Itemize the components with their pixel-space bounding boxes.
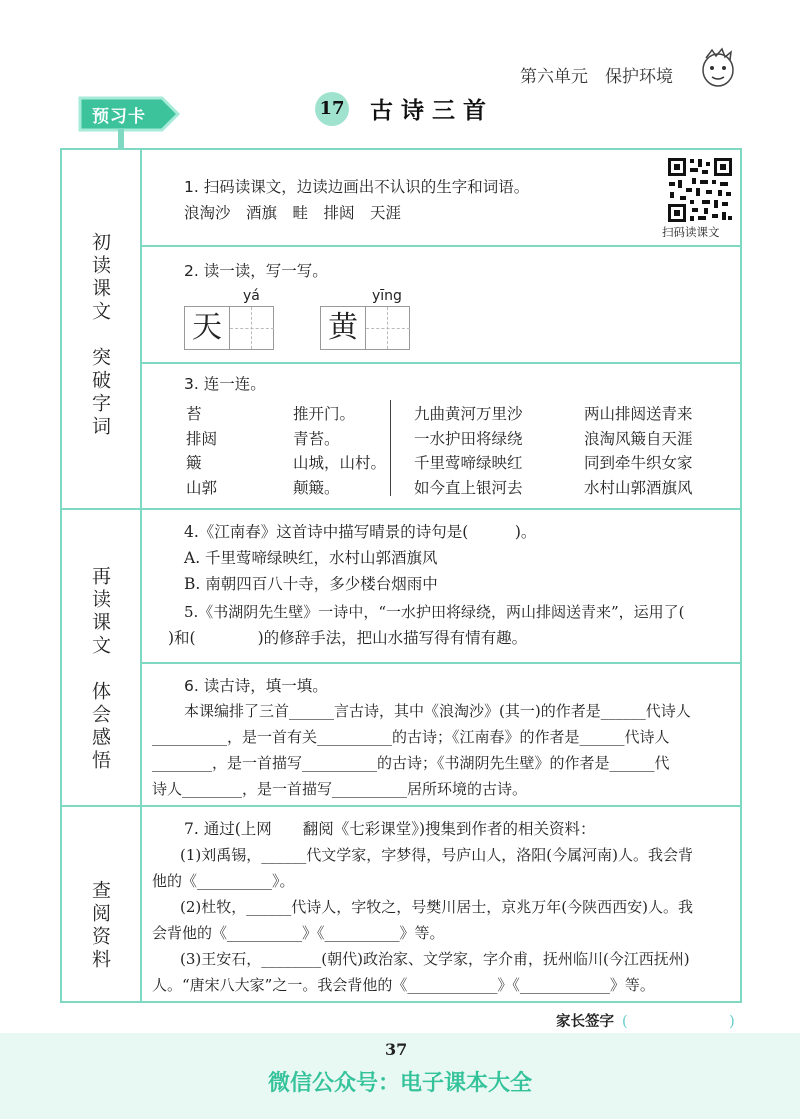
footer-watermark: 微信公众号：电子课本大全 — [267, 1071, 532, 1096]
q1-words: 浪淘沙 酒旗 畦 排闼 天涯 — [184, 204, 402, 222]
match-item[interactable]: 水村山郭酒旗风 — [584, 478, 693, 497]
lesson-number: 17 — [315, 92, 349, 126]
q5-line-2: )和( )的修辞手法，把山水描写得有情有趣。 — [168, 629, 528, 647]
section-label-1: 初读课文 突破字词 — [89, 232, 111, 439]
q7-line-4: 会背他的《__________》《__________》等。 — [152, 924, 445, 942]
q4-option-a[interactable]: A. 千里莺啼绿映红，水村山郭酒旗风 — [184, 549, 438, 567]
match-item[interactable]: 青苔。 — [293, 429, 340, 448]
match-col-lines-b — [584, 402, 693, 500]
mascot-icon — [698, 46, 738, 90]
parent-signature-field[interactable]: ( ) — [622, 1014, 735, 1030]
q5-line-1: 5.《书湖阴先生壁》一诗中，“一水护田将绿绕，两山排闼送青来”，运用了( — [184, 603, 685, 621]
q4-option-b[interactable]: B. 南朝四百八十寺，多少楼台烟雨中 — [184, 575, 438, 593]
match-item[interactable]: 排闼 — [186, 429, 218, 448]
writing-grid-1[interactable] — [184, 306, 274, 350]
match-item[interactable]: 九曲黄河万里沙 — [414, 405, 523, 423]
grid-char-1: 天 — [192, 310, 222, 345]
match-item[interactable]: 如今直上银河去 — [414, 478, 523, 497]
match-item[interactable]: 推开门。 — [293, 405, 356, 423]
q2-prompt: 2. 读一读，写一写。 — [184, 262, 328, 280]
match-col-lines-a — [414, 402, 523, 500]
q6-line-1: 本课编排了三首______言古诗，其中《浪淘沙》(其一)的作者是______代诗人 — [184, 702, 691, 720]
page-number: 37 — [385, 1040, 408, 1059]
row-divider — [141, 662, 742, 664]
q7-prompt: 7. 通过(上网 翻阅《七彩课堂》)搜集到作者的相关资料： — [184, 820, 596, 838]
match-item[interactable]: 山城，山村。 — [293, 454, 387, 472]
q7-line-6: 人。“唐宋八大家”之一。我会背他的《____________》《____________》等。 — [152, 976, 655, 994]
column-divider — [140, 148, 142, 1003]
pinyin-2: yīng — [372, 288, 402, 304]
q7-line-1: (1)刘禹锡，______代文学家，字梦得，号庐山人，洛阳(今属河南)人。我会背 — [180, 846, 693, 864]
section-divider — [60, 508, 742, 510]
writing-grid-2[interactable] — [320, 306, 410, 350]
unit-title: 第六单元 保护环境 — [520, 67, 673, 87]
match-item[interactable]: 浪淘风簸自天涯 — [584, 429, 693, 448]
section-label-2: 再读课文 体会感悟 — [89, 566, 111, 773]
q6-line-3: ________，是一首描写__________的古诗；《书湖阴先生壁》的作者是______代 — [152, 754, 670, 772]
q6-line-2: __________，是一首有关__________的古诗；《江南春》的作者是______代诗人 — [152, 728, 670, 746]
q3-prompt: 3. 连一连。 — [184, 375, 266, 393]
q7-line-2: 他的《__________》。 — [152, 872, 295, 890]
badge-label: 预习卡 — [92, 107, 146, 127]
row-divider — [141, 362, 742, 364]
section-divider — [60, 805, 742, 807]
match-divider — [390, 400, 391, 496]
match-col-words — [186, 402, 217, 500]
match-item[interactable]: 簸 — [186, 454, 202, 472]
row-divider — [141, 245, 742, 247]
parent-signature-label: 家长签字 — [556, 1014, 614, 1030]
match-item[interactable]: 颠簸。 — [293, 478, 340, 497]
match-item[interactable]: 千里莺啼绿映红 — [414, 454, 523, 472]
section-label-3: 查阅资料 — [89, 880, 111, 972]
q6-line-4: 诗人________，是一首描写__________居所环境的古诗。 — [152, 780, 528, 798]
grid-char-2: 黄 — [328, 310, 358, 345]
q4-prompt: 4.《江南春》这首诗中描写晴景的诗句是( )。 — [184, 523, 537, 541]
q7-line-3: (2)杜牧，______代诗人，字牧之，号樊川居士，京兆万年(今陕西西安)人。我 — [180, 898, 693, 916]
q7-line-5: (3)王安石，________(朝代)政治家、文学家，字介甫，抚州临川(今江西抚州) — [180, 950, 690, 968]
match-item[interactable]: 苔 — [186, 405, 202, 423]
badge-pole — [118, 128, 124, 148]
match-col-meanings — [293, 402, 386, 500]
match-item[interactable]: 一水护田将绿绕 — [414, 429, 523, 448]
qr-caption: 扫码读课文 — [662, 225, 720, 239]
match-item[interactable]: 两山排闼送青来 — [584, 405, 693, 423]
lesson-title: 古诗三首 — [370, 97, 494, 124]
qr-code-icon[interactable] — [666, 156, 734, 224]
match-item[interactable]: 山郭 — [186, 478, 218, 497]
q1-prompt: 1. 扫码读课文，边读边画出不认识的生字和词语。 — [184, 178, 530, 196]
q6-prompt: 6. 读古诗，填一填。 — [184, 677, 328, 695]
pinyin-1: yá — [243, 288, 260, 304]
match-item[interactable]: 同到牵牛织女家 — [584, 454, 693, 472]
